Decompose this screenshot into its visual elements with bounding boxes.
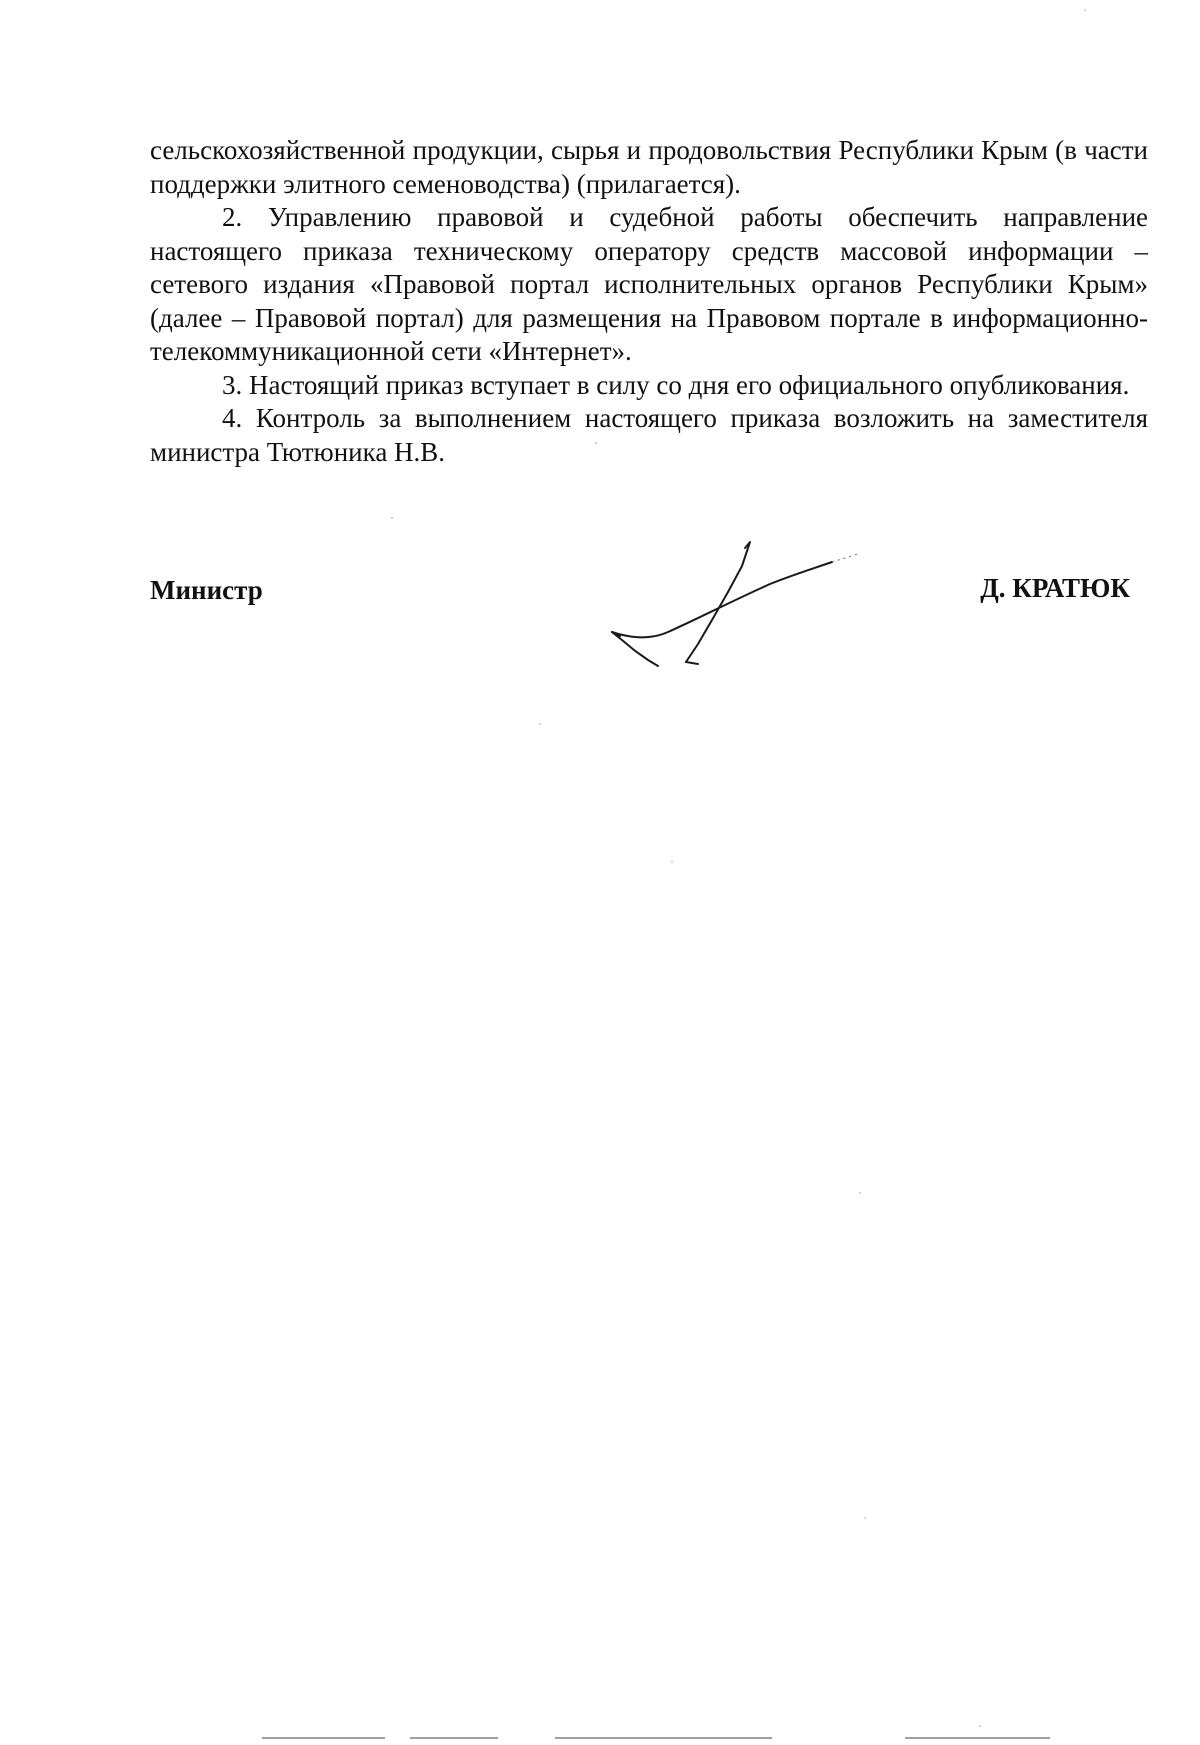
- document-body: [150, 134, 1148, 469]
- paragraph-item-3: 3. Настоящий приказ вступает в силу со дня его официального опубликования.: [222, 369, 1130, 400]
- paragraph-continuation: сельскохозяйственной продукции, сырья и продовольствия Республики Крым (в части поддержки элитного семеноводства) (прилагается).: [150, 135, 1148, 199]
- signatory-title: Министр: [150, 575, 263, 605]
- paragraph-item-2: 2. Управлению правовой и судебной работы обеспечить направление настоящего приказа техническому оператору средств массовой информации – сетевого издания «Правовой портал исполнительных органов Республики Крым» (далее – Правовой портал) для размещения на Правовом портале в информационно-телекоммуникационной сети «Интернет».: [150, 202, 1148, 366]
- paragraph-item-4: 4. Контроль за выполнением настоящего приказа возложить на заместителя министра Тютюника Н.В.: [150, 403, 1148, 467]
- handwritten-signature: [600, 540, 870, 690]
- signatory-name: Д. КРАТЮК: [980, 573, 1130, 603]
- footer-rule: [0, 1735, 1200, 1741]
